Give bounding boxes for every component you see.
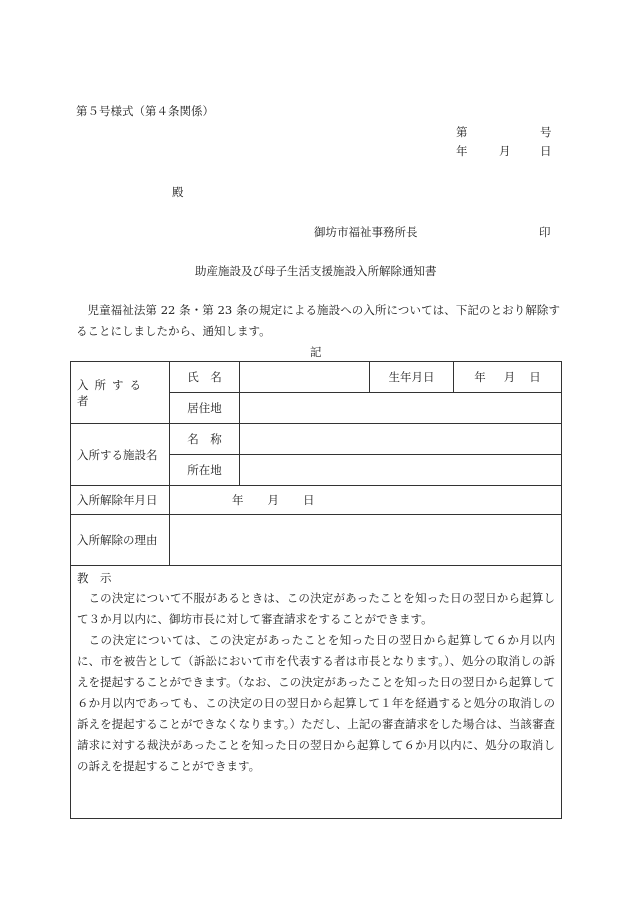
dob-day: 日 — [529, 370, 541, 384]
doc-no-suffix: 号 — [540, 125, 552, 139]
facility-location-field[interactable] — [240, 455, 562, 486]
dob-field[interactable] — [454, 362, 562, 393]
notice-para-2: この決定については、この決定があったことを知った日の翌日から起算して６か月以内に、市を被告として（訴訟において市を代表する者は市長となります。）、処分の取消しの訴えを提起することができます。（なお、この決定があったことを知った日の翌日から起算して６か月以内であっても、この決定の日の翌日から起算して１年を経過すると処分の取消しの訴えを提起することができなくなります。）ただし、上記の審査請求をした場合は、当該審査請求に対する裁決があったことを知った日の翌日から起算して６か月以内に、処分の取消しの訴えを提起することができます。 — [77, 633, 555, 773]
doc-no-prefix: 第 — [456, 125, 468, 139]
person-group-label: 入所する者 — [71, 362, 170, 424]
release-month: 月 — [267, 493, 279, 507]
dob-label: 生年月日 — [370, 362, 454, 393]
dob-month: 月 — [503, 370, 516, 384]
date-day: 日 — [540, 144, 552, 158]
notice-heading: 教 示 — [77, 571, 112, 585]
body-text: 児童福祉法第 22 条・第 23 条の規定による施設への入所については、下記のとおり解除することにしましたから、通知します。 — [76, 303, 560, 338]
name-label: 氏 名 — [170, 362, 240, 393]
release-day: 日 — [303, 493, 315, 507]
release-reason-label: 入所解除の理由 — [71, 515, 170, 566]
release-form-table — [70, 361, 562, 819]
date-month: 月 — [499, 144, 511, 158]
release-reason-field[interactable] — [170, 515, 562, 566]
note-mark: 記 — [310, 345, 322, 359]
facility-location-label: 所在地 — [170, 455, 240, 486]
body-paragraph — [76, 300, 560, 342]
facility-name-field[interactable] — [240, 424, 562, 455]
form-number: 第５号様式（第４条関係） — [76, 104, 214, 118]
release-date-field[interactable] — [170, 486, 562, 515]
addressee-honorific: 殿 — [172, 185, 184, 199]
address-label: 居住地 — [170, 393, 240, 424]
date-year: 年 — [456, 144, 468, 158]
seal-mark: 印 — [539, 225, 551, 239]
release-year: 年 — [232, 493, 244, 507]
name-field[interactable] — [240, 362, 370, 393]
address-field[interactable] — [240, 393, 562, 424]
facility-group-label: 入所する施設名 — [71, 424, 170, 486]
dob-year: 年 — [474, 370, 486, 384]
document-title: 助産施設及び母子生活支援施設入所解除通知書 — [195, 264, 437, 278]
notice-para-1: この決定について不服があるときは、この決定があったことを知った日の翌日から起算して３か月以内に、御坊市長に対して審査請求をすることができます。 — [77, 591, 555, 626]
release-date-label: 入所解除年月日 — [71, 486, 170, 515]
notice-section — [71, 566, 562, 819]
facility-name-label: 名 称 — [170, 424, 240, 455]
sender-title: 御坊市福祉事務所長 — [314, 225, 418, 239]
